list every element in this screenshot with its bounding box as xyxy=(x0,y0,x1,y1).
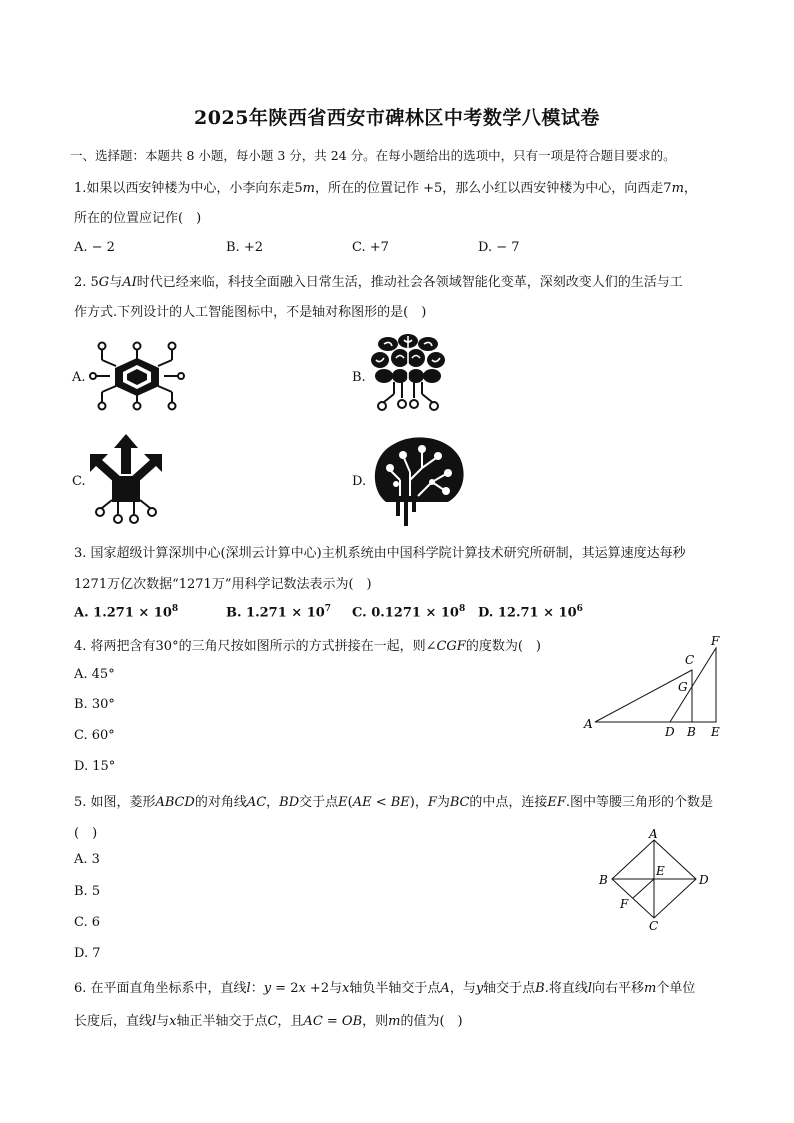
question-4-option-d: D. 15° xyxy=(74,759,116,774)
question-3-option-a xyxy=(74,604,178,620)
question-2-option-c-label: C. xyxy=(72,474,86,489)
question-1-line-1: 1.如果以西安钟楼为中心，小李向东走5𝑚，所在的位置记作 +5，那么小红以西安钟楼为中心，向西走7𝑚， xyxy=(74,181,697,196)
option-label: C. xyxy=(352,605,367,621)
question-5-option-b: B. 5 xyxy=(74,884,101,899)
question-6-line-2: 长度后，直线𝑙与𝑥轴正半轴交于点𝐶，且𝐴𝐶 = 𝑂𝐵，则𝑚的值为( ) xyxy=(74,1014,463,1029)
question-4-option-c: C. 60° xyxy=(74,728,115,743)
triangle-rulers-figure xyxy=(580,634,730,742)
hexagon-circuit-icon xyxy=(92,340,182,412)
question-2-line-1: 2. 5𝐺与𝐴𝐼时代已经来临，科技全面融入日常生活，推动社会各领域智能化变革，深刻改变人们的生活与工 xyxy=(74,275,683,290)
figure-label-e: E xyxy=(711,725,720,739)
question-2-option-b-label: B. xyxy=(352,370,366,385)
figure-label-a: A xyxy=(649,827,658,841)
question-4-line-1: 4. 将两把含有30°的三角尺按如图所示的方式拼接在一起，则∠𝐶𝐺𝐹的度数为( ) xyxy=(74,639,541,654)
option-label: D. xyxy=(478,605,494,621)
figure-label-g: G xyxy=(678,680,688,694)
figure-label-e: E xyxy=(656,864,665,878)
question-2-option-d-label: D. xyxy=(352,474,367,489)
question-2-line-2: 作方式.下列设计的人工智能图标中，不是轴对称图形的是( ) xyxy=(74,305,427,320)
question-5-line-1: 5. 如图，菱形𝐴𝐵𝐶𝐷的对角线𝐴𝐶，𝐵𝐷交于点𝐸(𝐴𝐸 < 𝐵𝐸)，𝐹为𝐵𝐶的中点，连接𝐸𝐹.图中等腰三角形的个数是 xyxy=(74,795,714,810)
option-exponent: 6 xyxy=(576,604,583,614)
question-3-option-c xyxy=(352,604,465,620)
question-4-option-a: A. 45° xyxy=(74,667,115,682)
option-value: 1.271 × 10 xyxy=(246,605,325,621)
option-label: B. xyxy=(226,605,242,621)
option-value: 12.71 × 10 xyxy=(497,605,577,621)
question-3-line-2: 1271万亿次数据“1271万”用科学记数法表示为( ) xyxy=(74,577,372,592)
head-circuit-icon xyxy=(370,432,466,528)
figure-label-d: D xyxy=(699,873,709,887)
figure-label-b: B xyxy=(687,725,696,739)
rhombus-figure xyxy=(596,826,716,934)
option-exponent: 7 xyxy=(324,604,332,614)
question-4-option-b: B. 30° xyxy=(74,697,115,712)
question-5-line-2: ( ) xyxy=(74,826,98,841)
option-exponent: 8 xyxy=(171,604,179,614)
question-1-line-2: 所在的位置应记作( ) xyxy=(74,211,202,226)
figure-label-d: D xyxy=(665,725,675,739)
question-5-option-a: A. 3 xyxy=(74,852,100,867)
question-1-option-b: B. +2 xyxy=(226,240,263,255)
question-5-option-c: C. 6 xyxy=(74,915,101,930)
question-3-option-b xyxy=(226,604,331,620)
question-1-option-c: C. +7 xyxy=(352,240,389,255)
figure-label-a: A xyxy=(584,717,593,731)
question-3-line-1: 3. 国家超级计算深圳中心(深圳云计算中心)主机系统由中国科学院计算技术研究所研制，其运算速度达每秒 xyxy=(74,546,686,561)
option-label: A. xyxy=(74,605,89,621)
option-exponent: 8 xyxy=(458,604,466,614)
question-1-option-a: A. − 2 xyxy=(74,240,115,255)
page-title: 2025年陕西省西安市碑林区中考数学八模试卷 xyxy=(194,107,600,129)
question-2-option-a-label: A. xyxy=(72,370,86,385)
arrows-circuit-icon xyxy=(88,432,164,528)
option-value: 1.271 × 10 xyxy=(93,605,172,621)
figure-label-f: F xyxy=(620,897,629,911)
question-1-option-d: D. − 7 xyxy=(478,240,520,255)
option-value: 0.1271 × 10 xyxy=(371,605,459,621)
figure-label-f: F xyxy=(711,634,720,648)
figure-label-b: B xyxy=(599,873,608,887)
question-3-option-d xyxy=(478,604,583,620)
figure-label-c: C xyxy=(649,919,659,933)
figure-label-c: C xyxy=(685,653,695,667)
section-heading: 一、选择题：本题共 8 小题，每小题 3 分，共 24 分。在每小题给出的选项中，只有一项是符合题目要求的。 xyxy=(70,148,676,163)
brain-circuit-icon xyxy=(370,332,446,420)
question-6-line-1: 6. 在平面直角坐标系中，直线𝑙：𝑦 = 2𝑥 +2与𝑥轴负半轴交于点𝐴，与𝑦轴交于点𝐵.将直线𝑙向右平移𝑚个单位 xyxy=(74,981,696,996)
question-5-option-d: D. 7 xyxy=(74,946,101,961)
